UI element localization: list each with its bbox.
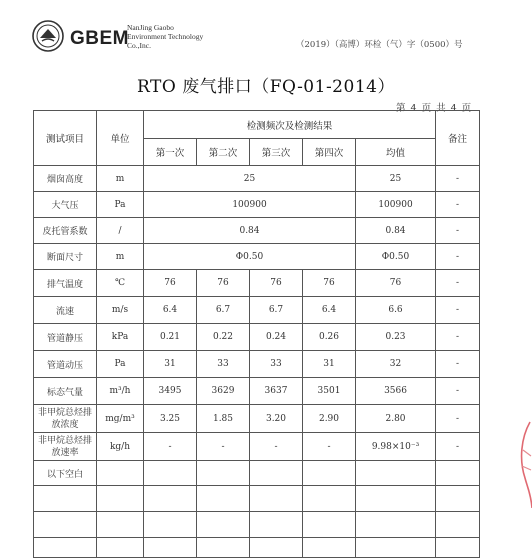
row-item: 非甲烷总烃排放浓度 <box>34 405 97 433</box>
row-item: 管道动压 <box>34 351 97 378</box>
empty-cell <box>250 486 303 512</box>
company-name <box>127 23 247 50</box>
row-run-value: 6.7 <box>250 297 303 324</box>
row-item: 标态气量 <box>34 378 97 405</box>
row-remark: - <box>436 270 480 297</box>
row-remark: - <box>436 192 480 218</box>
row-run-value: 2.90 <box>303 405 356 433</box>
table-row <box>34 270 480 297</box>
blank-note: 以下空白 <box>34 461 97 486</box>
header-mean: 均值 <box>356 139 436 166</box>
row-unit: Pa <box>97 351 144 378</box>
header-run-2: 第二次 <box>197 139 250 166</box>
empty-cell <box>97 512 144 538</box>
row-run-value: 3629 <box>197 378 250 405</box>
table-row <box>34 538 480 558</box>
row-run-value: 76 <box>250 270 303 297</box>
row-remark: - <box>436 378 480 405</box>
results-table <box>33 110 480 558</box>
table-row <box>34 461 480 486</box>
row-item: 皮托管系数 <box>34 218 97 244</box>
company-logo-icon <box>32 20 64 52</box>
row-item: 排气温度 <box>34 270 97 297</box>
empty-cell <box>436 461 480 486</box>
row-run-value: 33 <box>250 351 303 378</box>
row-item: 流速 <box>34 297 97 324</box>
row-run-value: 3.20 <box>250 405 303 433</box>
empty-cell <box>197 461 250 486</box>
row-item: 烟囱高度 <box>34 166 97 192</box>
empty-cell <box>34 512 97 538</box>
row-run-value: 31 <box>144 351 197 378</box>
empty-cell <box>250 461 303 486</box>
empty-cell <box>356 461 436 486</box>
row-mean: 0.84 <box>356 218 436 244</box>
empty-cell <box>303 486 356 512</box>
row-unit: ℃ <box>97 270 144 297</box>
row-remark: - <box>436 244 480 270</box>
empty-cell <box>197 486 250 512</box>
row-remark: - <box>436 324 480 351</box>
empty-cell <box>97 538 144 558</box>
company-line: NanJing Gaobo <box>127 23 174 32</box>
table-row <box>34 166 480 192</box>
row-item: 管道静压 <box>34 324 97 351</box>
table-row <box>34 512 480 538</box>
row-run-value: 3.25 <box>144 405 197 433</box>
empty-cell <box>436 512 480 538</box>
row-mean: 25 <box>356 166 436 192</box>
table-row <box>34 486 480 512</box>
row-run-value: 0.22 <box>197 324 250 351</box>
empty-cell <box>436 538 480 558</box>
row-remark: - <box>436 166 480 192</box>
brand-name: GBEM <box>70 28 129 49</box>
empty-cell <box>303 512 356 538</box>
header-remark: 备注 <box>436 111 480 166</box>
row-run-value: 33 <box>197 351 250 378</box>
row-run-value: 0.21 <box>144 324 197 351</box>
row-item: 大气压 <box>34 192 97 218</box>
company-line: Environment Technology <box>127 32 204 41</box>
row-remark: - <box>436 297 480 324</box>
row-run-value: 3637 <box>250 378 303 405</box>
empty-cell <box>34 486 97 512</box>
row-run-value: - <box>250 433 303 461</box>
empty-cell <box>144 538 197 558</box>
row-mean: 3566 <box>356 378 436 405</box>
row-unit: m <box>97 166 144 192</box>
header-group: 检测频次及检测结果 <box>144 111 436 139</box>
table-row <box>34 433 480 461</box>
header-item: 测试项目 <box>34 111 97 166</box>
row-remark: - <box>436 351 480 378</box>
empty-cell <box>197 538 250 558</box>
row-run-value: 76 <box>303 270 356 297</box>
table-row <box>34 244 480 270</box>
red-stamp-mark <box>513 420 532 510</box>
empty-cell <box>436 486 480 512</box>
row-run-value: 0.24 <box>250 324 303 351</box>
row-mean: 0.23 <box>356 324 436 351</box>
row-unit: m/s <box>97 297 144 324</box>
empty-cell <box>250 512 303 538</box>
empty-cell <box>97 486 144 512</box>
empty-cell <box>356 538 436 558</box>
empty-cell <box>356 512 436 538</box>
row-run-value: 6.4 <box>144 297 197 324</box>
header-run-4: 第四次 <box>303 139 356 166</box>
empty-cell <box>144 461 197 486</box>
report-number: （2019）（高博）环检（气）字（0500）号 <box>296 40 463 50</box>
table-row <box>34 192 480 218</box>
document-title: RTO 废气排口（FQ-01-2014） <box>137 77 395 97</box>
table-row <box>34 324 480 351</box>
row-run-value: 76 <box>144 270 197 297</box>
row-run-value: - <box>303 433 356 461</box>
empty-cell <box>303 461 356 486</box>
row-remark: - <box>436 218 480 244</box>
row-run-value: 6.4 <box>303 297 356 324</box>
row-remark: - <box>436 433 480 461</box>
empty-cell <box>356 486 436 512</box>
row-mean: 76 <box>356 270 436 297</box>
empty-cell <box>303 538 356 558</box>
row-run-value: - <box>144 433 197 461</box>
row-merged-value: 25 <box>144 166 356 192</box>
row-unit: m <box>97 244 144 270</box>
row-run-value: 3495 <box>144 378 197 405</box>
row-remark: - <box>436 405 480 433</box>
row-mean: 100900 <box>356 192 436 218</box>
row-mean: 9.98×10⁻³ <box>356 433 436 461</box>
header-run-1: 第一次 <box>144 139 197 166</box>
row-unit: Pa <box>97 192 144 218</box>
row-merged-value: Φ0.50 <box>144 244 356 270</box>
row-run-value: 6.7 <box>197 297 250 324</box>
table-row <box>34 218 480 244</box>
row-item: 断面尺寸 <box>34 244 97 270</box>
empty-cell <box>34 538 97 558</box>
row-unit: kPa <box>97 324 144 351</box>
row-unit: mg/m³ <box>97 405 144 433</box>
page-indicator: 第 4 页 共 4 页 <box>396 103 473 114</box>
row-mean: 2.80 <box>356 405 436 433</box>
header-unit: 单位 <box>97 111 144 166</box>
row-unit: m³/h <box>97 378 144 405</box>
empty-cell <box>144 486 197 512</box>
header-run-3: 第三次 <box>250 139 303 166</box>
empty-cell <box>250 538 303 558</box>
row-mean: Φ0.50 <box>356 244 436 270</box>
empty-cell <box>97 461 144 486</box>
row-mean: 6.6 <box>356 297 436 324</box>
table-row <box>34 297 480 324</box>
row-unit: / <box>97 218 144 244</box>
row-merged-value: 0.84 <box>144 218 356 244</box>
row-run-value: - <box>197 433 250 461</box>
row-unit: kg/h <box>97 433 144 461</box>
row-run-value: 0.26 <box>303 324 356 351</box>
row-item: 非甲烷总烃排放速率 <box>34 433 97 461</box>
table-row <box>34 405 480 433</box>
company-line: Co.,Inc. <box>127 41 151 50</box>
row-run-value: 76 <box>197 270 250 297</box>
row-mean: 32 <box>356 351 436 378</box>
table-row <box>34 351 480 378</box>
row-run-value: 31 <box>303 351 356 378</box>
table-row <box>34 378 480 405</box>
row-run-value: 3501 <box>303 378 356 405</box>
row-run-value: 1.85 <box>197 405 250 433</box>
row-merged-value: 100900 <box>144 192 356 218</box>
empty-cell <box>197 512 250 538</box>
empty-cell <box>144 512 197 538</box>
